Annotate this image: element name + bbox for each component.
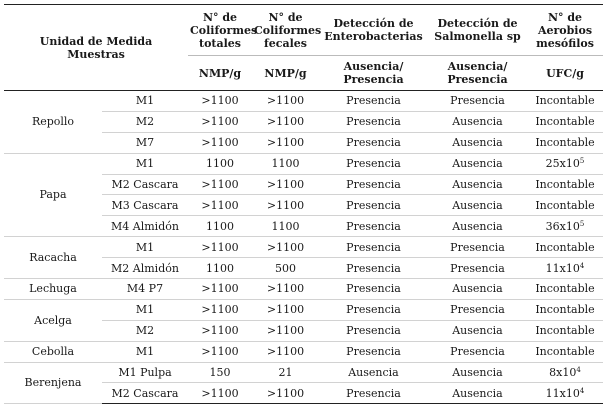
coliformes-totales-cell: >1100 — [188, 111, 252, 132]
aerobios-cell — [527, 174, 603, 195]
aerobios-cell — [527, 383, 603, 404]
enterobacterias-cell: Ausencia — [319, 362, 428, 383]
unit-salmonella: Ausencia/ Presencia — [428, 56, 527, 91]
coliformes-totales-cell: >1100 — [188, 299, 252, 320]
aerobios-value: Incontable — [535, 94, 595, 108]
coliformes-totales-cell: 1100 — [188, 258, 252, 279]
enterobacterias-cell: Presencia — [319, 132, 428, 153]
sample-cell: M2 Cascara — [102, 383, 188, 404]
aerobios-cell — [527, 237, 603, 258]
aerobios-value: Incontable — [535, 178, 595, 191]
enterobacterias-cell: Presencia — [319, 216, 428, 237]
group-name: Berenjena — [4, 362, 102, 404]
salmonella-cell: Ausencia — [428, 153, 527, 174]
sample-cell: M4 P7 — [102, 279, 188, 300]
enterobacterias-cell: Presencia — [319, 279, 428, 300]
coliformes-totales-cell: >1100 — [188, 237, 252, 258]
sample-cell: M1 — [102, 299, 188, 320]
sample-cell: M1 — [102, 153, 188, 174]
salmonella-cell: Ausencia — [428, 174, 527, 195]
enterobacterias-cell: Presencia — [319, 258, 428, 279]
header-coliformes-fecales: N° de Coliformes fecales — [252, 5, 319, 56]
salmonella-cell: Ausencia — [428, 279, 527, 300]
coliformes-totales-cell: >1100 — [188, 320, 252, 341]
sample-cell: M7 — [102, 132, 188, 153]
table-row — [4, 91, 603, 112]
aerobios-exponent: 4 — [579, 261, 585, 270]
table-row — [4, 237, 603, 258]
coliformes-fecales-cell: >1100 — [252, 132, 319, 153]
header-row — [4, 5, 603, 56]
salmonella-cell: Ausencia — [428, 362, 527, 383]
header-enterobacterias: Detección de Enterobacterias — [319, 5, 428, 56]
coliformes-totales-cell: >1100 — [188, 174, 252, 195]
group-name: Papa — [4, 153, 102, 237]
unit-enterobacterias: Ausencia/ Presencia — [319, 56, 428, 91]
coliformes-totales-cell: >1100 — [188, 132, 252, 153]
enterobacterias-cell: Presencia — [319, 341, 428, 362]
salmonella-cell: Ausencia — [428, 195, 527, 216]
coliformes-fecales-cell: >1100 — [252, 279, 319, 300]
group-name: Lechuga — [4, 279, 102, 300]
aerobios-cell — [527, 320, 603, 341]
salmonella-cell: Ausencia — [428, 216, 527, 237]
coliformes-totales-cell: >1100 — [188, 279, 252, 300]
coliformes-fecales-cell: >1100 — [252, 174, 319, 195]
aerobios-exponent: 4 — [579, 386, 585, 395]
enterobacterias-cell: Presencia — [319, 111, 428, 132]
enterobacterias-cell: Presencia — [319, 195, 428, 216]
coliformes-fecales-cell: >1100 — [252, 299, 319, 320]
coliformes-totales-cell: >1100 — [188, 91, 252, 112]
aerobios-cell — [527, 153, 603, 174]
aerobios-value: Incontable — [535, 115, 595, 129]
coliformes-totales-cell: 150 — [188, 362, 252, 383]
aerobios-cell — [527, 258, 603, 279]
header-coliformes-totales: N° de Coliformes totales — [188, 5, 252, 56]
coliformes-fecales-cell: 21 — [252, 362, 319, 383]
unit-aerobios: UFC/g — [527, 56, 603, 91]
coliformes-fecales-cell: 1100 — [252, 216, 319, 237]
header-salmonella: Detección de Salmonella sp — [428, 5, 527, 56]
coliformes-totales-cell: >1100 — [188, 195, 252, 216]
aerobios-value: 25x10 — [545, 157, 580, 171]
table-row — [4, 153, 603, 174]
aerobios-value: Incontable — [535, 240, 595, 254]
coliformes-fecales-cell: >1100 — [252, 383, 319, 404]
sample-cell: M1 — [102, 341, 188, 362]
table-row — [4, 362, 603, 383]
sample-cell: M3 Cascara — [102, 195, 188, 216]
sample-cell: M2 Almidón — [102, 258, 188, 279]
group-name: Cebolla — [4, 341, 102, 362]
coliformes-fecales-cell: >1100 — [252, 320, 319, 341]
coliformes-fecales-cell: >1100 — [252, 111, 319, 132]
aerobios-value: Incontable — [535, 345, 595, 359]
salmonella-cell: Ausencia — [428, 383, 527, 404]
enterobacterias-cell: Presencia — [319, 91, 428, 112]
enterobacterias-cell: Presencia — [319, 237, 428, 258]
aerobios-cell — [527, 216, 603, 237]
enterobacterias-cell: Presencia — [319, 383, 428, 404]
unit-coliformes-totales: NMP/g — [188, 56, 252, 91]
coliformes-totales-cell: 1100 — [188, 153, 252, 174]
coliformes-totales-cell: >1100 — [188, 341, 252, 362]
table-row — [4, 299, 603, 320]
coliformes-totales-cell: >1100 — [188, 383, 252, 404]
salmonella-cell: Presencia — [428, 258, 527, 279]
table-body — [4, 91, 603, 404]
coliformes-fecales-cell: 500 — [252, 258, 319, 279]
unit-coliformes-fecales: NMP/g — [252, 56, 319, 91]
enterobacterias-cell: Presencia — [319, 299, 428, 320]
salmonella-cell: Presencia — [428, 299, 527, 320]
aerobios-value: 36x10 — [545, 219, 580, 233]
header-aerobios: N° de Aerobios mesófilos — [527, 5, 603, 56]
aerobios-value: 11x10 — [545, 261, 580, 275]
enterobacterias-cell: Presencia — [319, 174, 428, 195]
sample-cell: M1 — [102, 237, 188, 258]
group-name: Repollo — [4, 91, 102, 154]
aerobios-value: 8x10 — [549, 366, 577, 380]
aerobios-exponent: 5 — [579, 219, 585, 228]
enterobacterias-cell: Presencia — [319, 320, 428, 341]
table-row — [4, 279, 603, 300]
aerobios-cell — [527, 279, 603, 300]
enterobacterias-cell: Presencia — [319, 153, 428, 174]
coliformes-totales-cell: 1100 — [188, 216, 252, 237]
sample-cell: M2 — [102, 320, 188, 341]
aerobios-value: Incontable — [535, 324, 595, 338]
group-name: Acelga — [4, 299, 102, 341]
group-name: Racacha — [4, 237, 102, 279]
sample-cell: M1 — [102, 91, 188, 112]
aerobios-cell — [527, 362, 603, 383]
aerobios-value: Incontable — [535, 198, 595, 212]
salmonella-cell: Ausencia — [428, 111, 527, 132]
aerobios-cell — [527, 195, 603, 216]
coliformes-fecales-cell: >1100 — [252, 195, 319, 216]
aerobios-exponent: 5 — [579, 157, 585, 166]
aerobios-cell — [527, 341, 603, 362]
sample-cell: M2 Cascara — [102, 174, 188, 195]
table-row — [4, 341, 603, 362]
coliformes-fecales-cell: 1100 — [252, 153, 319, 174]
aerobios-value: Incontable — [535, 282, 595, 296]
aerobios-exponent: 4 — [576, 366, 581, 375]
aerobios-cell — [527, 111, 603, 132]
salmonella-cell: Presencia — [428, 91, 527, 112]
sample-cell: M4 Almidón — [102, 216, 188, 237]
aerobios-value: Incontable — [535, 303, 595, 317]
aerobios-value: Incontable — [535, 136, 595, 150]
salmonella-cell: Presencia — [428, 341, 527, 362]
microbiology-results-table — [4, 4, 603, 404]
salmonella-cell: Presencia — [428, 237, 527, 258]
aerobios-value: 11x10 — [545, 386, 580, 400]
coliformes-fecales-cell: >1100 — [252, 341, 319, 362]
aerobios-cell — [527, 299, 603, 320]
sample-cell: M2 — [102, 111, 188, 132]
salmonella-cell: Ausencia — [428, 132, 527, 153]
sample-cell: M1 Pulpa — [102, 362, 188, 383]
stub-header: Unidad de Medida Muestras — [4, 5, 188, 91]
coliformes-fecales-cell: >1100 — [252, 237, 319, 258]
salmonella-cell: Ausencia — [428, 320, 527, 341]
aerobios-cell — [527, 91, 603, 112]
coliformes-fecales-cell: >1100 — [252, 91, 319, 112]
aerobios-cell — [527, 132, 603, 153]
